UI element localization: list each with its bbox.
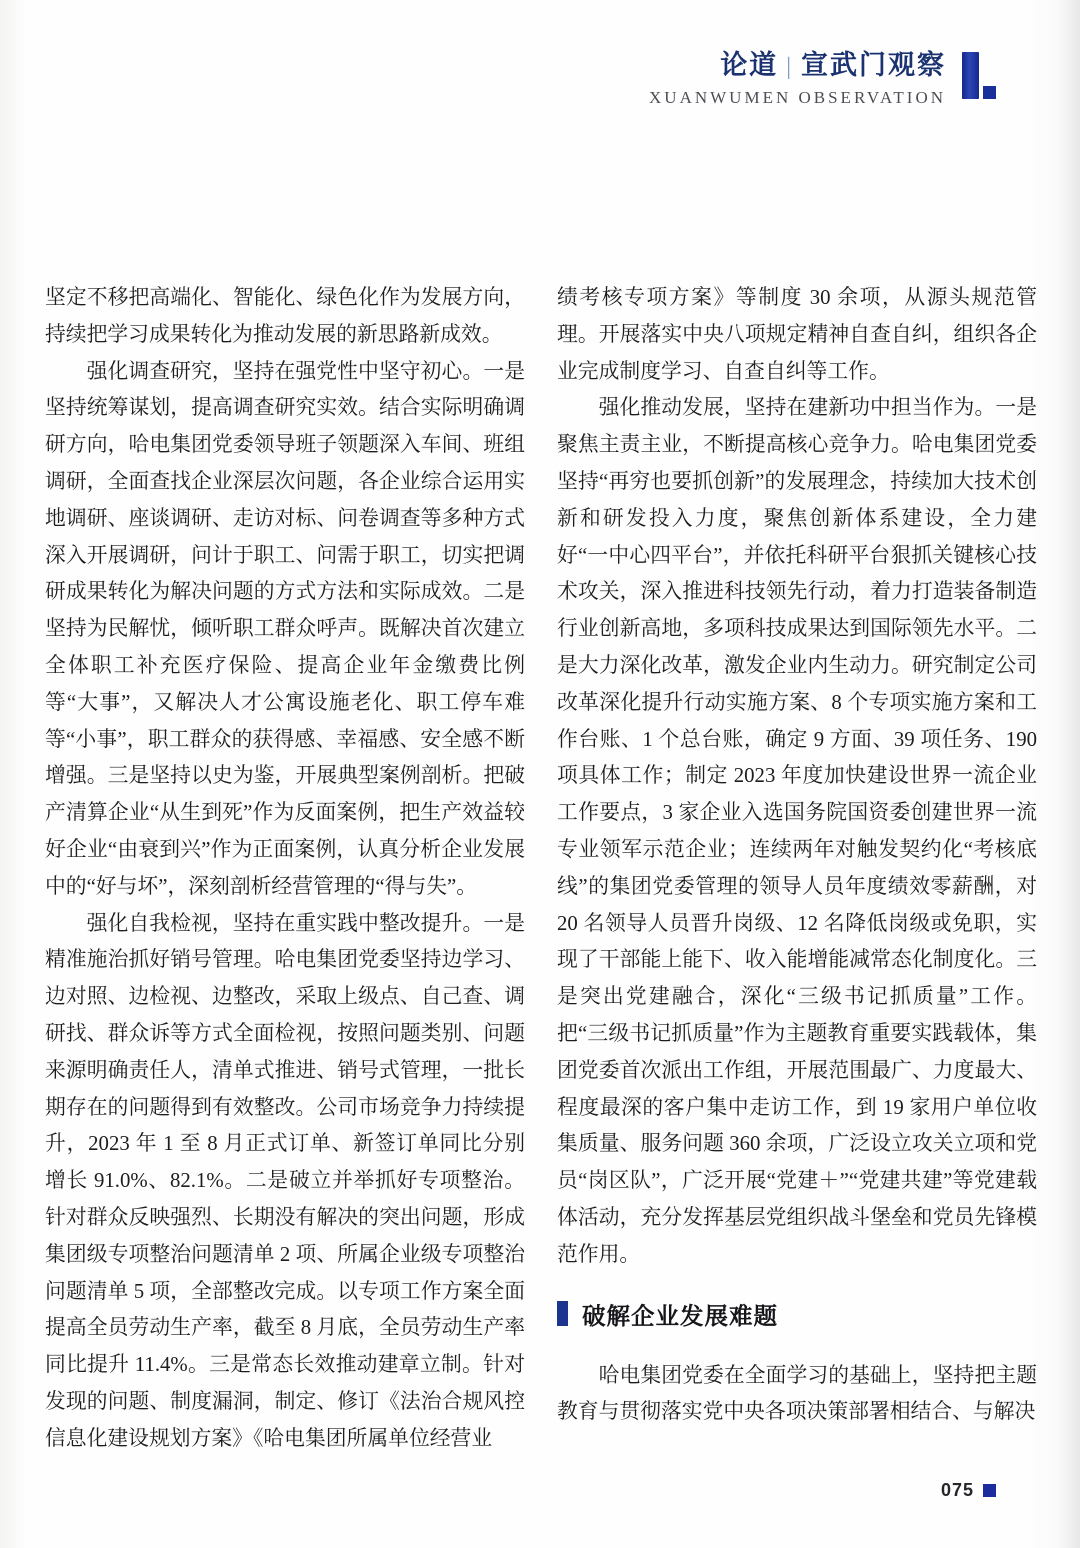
- right-column: [557, 280, 1037, 1458]
- logo-bar-icon: [962, 52, 979, 99]
- left-column: [45, 280, 525, 1458]
- right-column-upper: [557, 280, 1037, 1274]
- heading-bar-icon: [557, 1301, 568, 1326]
- paragraph: 强化推动发展，坚持在建新功中担当作为。一是聚焦主责主业，不断提高核心竞争力。哈电集团党委坚持“再穷也要抓创新”的发展理念，持续加大技术创新和研发投入力度，聚焦创新体系建设，全力建好“一中心四平台”，并依托科研平台狠抓关键核心技术攻关，深入推进科技领先行动，着力打造装备制造行业创新高地，多项科技成果达到国际领先水平。二是大力深化改革，激发企业内生动力。研究制定公司改革深化提升行动实施方案、8 个专项实施方案和工作台账、1 个总台账，确定 9 方面、39 项任务、190 项具体工作；制定 2023 年度加快建设世界一流企业工作要点，3 家企业入选国务院国资委创建世界一流专业领军示范企业；连续两年对触发契约化“考核底线”的集团党委管理的领导人员年度绩效零薪酬，对 20 名领导人员晋升岗级、12 名降低岗级或免职，实现了干部能上能下、收入能增能减常态化制度化。三是突出党建融合，深化“三级书记抓质量”工作。把“三级书记抓质量”作为主题教育重要实践载体，集团党委首次派出工作组，开展范围最广、力度最大、程度最深的客户集中走访工作，到 19 家用户单位收集质量、服务问题 360 余项，广泛设立攻关立项和党员“岗区队”，广泛开展“党建＋”“党建共建”等党建载体活动，充分发挥基层党组织战斗堡垒和党员先锋模范作用。: [557, 396, 1037, 1266]
- header-divider: |: [786, 54, 793, 80]
- section-heading: [557, 1298, 1037, 1330]
- page-number-text: 075: [941, 1480, 975, 1500]
- section-heading-text: 破解企业发展难题: [582, 1303, 778, 1330]
- right-column-lower: [557, 1358, 1037, 1432]
- logo-square-icon: [983, 86, 996, 99]
- article-body: [45, 280, 1037, 1458]
- page-number: [941, 1480, 996, 1501]
- header-titles: [649, 50, 946, 108]
- page-header: [649, 50, 998, 110]
- paragraph: 哈电集团党委在全面学习的基础上，坚持把主题教育与贯彻落实党中央各项决策部署相结合、与解决: [557, 1363, 1037, 1424]
- brand-logo-icon: [962, 52, 998, 110]
- paragraph: 绩考核专项方案》等制度 30 余项，从源头规范管理。开展落实中央八项规定精神自查自纠，组织各企业完成制度学习、自查自纠等工作。: [557, 286, 1037, 383]
- page-number-square-icon: [983, 1484, 996, 1497]
- paragraph: 坚定不移把高端化、智能化、绿色化作为发展方向，持续把学习成果转化为推动发展的新思路新成效。: [45, 286, 525, 346]
- header-subtitle: XUANWUMEN OBSERVATION: [649, 88, 946, 107]
- paragraph: 强化调查研究，坚持在强党性中坚守初心。一是坚持统筹谋划，提高调查研究实效。结合实际明确调研方向，哈电集团党委领导班子领题深入车间、班组调研，全面查找企业深层次问题，各企业综合运用实地调研、座谈调研、走访对标、问卷调查等多种方式深入开展调研，问计于职工、问需于职工，切实把调研成果转化为解决问题的方式方法和实际成效。二是坚持为民解忧，倾听职工群众呼声。既解决首次建立全体职工补充医疗保险、提高企业年金缴费比例等“大事”，又解决人才公寓设施老化、职工停车难等“小事”，职工群众的获得感、幸福感、安全感不断增强。三是坚持以史为鉴，开展典型案例剖析。把破产清算企业“从生到死”作为反面案例，把生产效益较好企业“由衰到兴”作为正面案例，认真分析企业发展中的“好与坏”，深刻剖析经营管理的“得与失”。: [45, 359, 525, 898]
- header-title-right: 宣武门观察: [801, 50, 946, 80]
- header-title: [649, 50, 946, 82]
- paragraph: 强化自我检视，坚持在重实践中整改提升。一是精准施治抓好销号管理。哈电集团党委坚持边学习、边对照、边检视、边整改，采取上级点、自己查、调研找、群众诉等方式全面检视，按照问题类别、问题来源明确责任人，清单式推进、销号式管理，一批长期存在的问题得到有效整改。公司市场竞争力持续提升，2023 年 1 至 8 月正式订单、新签订单同比分别增长 91.0%、82.1%。二是破立并举抓好专项整治。针对群众反映强烈、长期没有解决的突出问题，形成集团级专项整治问题清单 2 项、所属企业级专项整治问题清单 5 项，全部整改完成。以专项工作方案全面提高全员劳动生产率，截至 8 月底，全员劳动生产率同比提升 11.4%。三是常态长效推动建章立制。针对发现的问题、制度漏洞，制定、修订《法治合规风控信息化建设规划方案》《哈电集团所属单位经营业: [45, 911, 525, 1450]
- header-title-left: 论道: [720, 50, 779, 80]
